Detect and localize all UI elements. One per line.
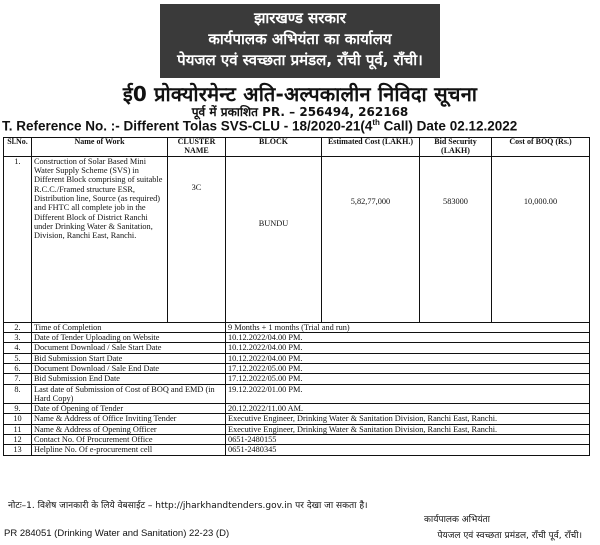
table-row <box>4 445 590 455</box>
col-bid-security: Bid Security (LAKH) <box>420 138 492 157</box>
work-block: BUNDU <box>226 156 322 322</box>
row-label: Name & Address of Office Inviting Tender <box>32 414 226 424</box>
table-row <box>4 435 590 445</box>
row-sl: 10 <box>4 414 32 424</box>
row-sl: 8. <box>4 384 32 404</box>
table-row <box>4 374 590 384</box>
website-note: नोटः–1. विशेष जानकारी के लिये वेबसाईट – http://jharkhandtenders.gov.in पर देखा जा सकता है। <box>8 501 368 511</box>
reference-prefix: T. Reference No. :- Different Tolas SVS-CLU - 18/2020-21(4 <box>2 118 373 134</box>
work-estimated-cost: 5,82,77,000 <box>322 156 420 322</box>
work-row <box>4 156 590 322</box>
table-header-row <box>4 138 590 157</box>
reference-suffix: Call) Date 02.12.2022 <box>379 118 518 134</box>
row-label: Date of Opening of Tender <box>32 404 226 414</box>
row-sl: 13 <box>4 445 32 455</box>
row-label: Name & Address of Opening Officer <box>32 424 226 434</box>
work-boq-cost: 10,000.00 <box>492 156 590 322</box>
col-block: BLOCK <box>226 138 322 157</box>
col-cluster: CLUSTER NAME <box>168 138 226 157</box>
row-sl: 12 <box>4 435 32 445</box>
row-sl: 4. <box>4 343 32 353</box>
table-row <box>4 343 590 353</box>
row-value: 17.12.2022/05.00 PM. <box>226 374 590 384</box>
col-slno: Sl.No. <box>4 138 32 157</box>
row-sl: 7. <box>4 374 32 384</box>
row-label: Bid Submission End Date <box>32 374 226 384</box>
notice-title: ई0 प्रोक्योरमेन्ट अति-अल्पकालीन निविदा सूचना <box>122 82 478 106</box>
row-value: Executive Engineer, Drinking Water & Sanitation Division, Ranchi East, Ranchi. <box>226 414 590 424</box>
published-ref: पूर्व में प्रकाशित PR. – 256494, 262168 <box>191 105 409 119</box>
row-label: Last date of Submission of Cost of BOQ and EMD (in Hard Copy) <box>32 384 226 404</box>
row-value: 17.12.2022/05.00 PM. <box>226 364 590 374</box>
row-sl: 3. <box>4 333 32 343</box>
row-value: 9 Months + 1 months (Trial and run) <box>226 322 590 332</box>
row-label: Date of Tender Uploading on Website <box>32 333 226 343</box>
table-row <box>4 333 590 343</box>
work-bid-security: 583000 <box>420 156 492 322</box>
row-label: Helpline No. Of e-procurement cell <box>32 445 226 455</box>
tender-reference <box>2 118 598 134</box>
row-value: Executive Engineer, Drinking Water & Sanitation Division, Ranchi East, Ranchi. <box>226 424 590 434</box>
row-label: Contact No. Of Procurement Office <box>32 435 226 445</box>
row-label: Document Download / Sale Start Date <box>32 343 226 353</box>
col-estimated-cost: Estimated Cost (LAKH.) <box>322 138 420 157</box>
row-sl: 2. <box>4 322 32 332</box>
row-label: Bid Submission Start Date <box>32 353 226 363</box>
table-row <box>4 364 590 374</box>
col-boq-cost: Cost of BOQ (Rs.) <box>492 138 590 157</box>
row-value: 19.12.2022/01.00 PM. <box>226 384 590 404</box>
row-value: 0651-2480345 <box>226 445 590 455</box>
table-row <box>4 353 590 363</box>
signatory-title: कार्यपालक अभियंता <box>424 515 490 525</box>
row-sl: 11 <box>4 424 32 434</box>
row-value: 20.12.2022/11.00 AM. <box>226 404 590 414</box>
work-sl: 1. <box>4 156 32 322</box>
table-row <box>4 424 590 434</box>
row-label: Document Download / Sale End Date <box>32 364 226 374</box>
row-value: 10.12.2022/04.00 PM. <box>226 343 590 353</box>
header-division: पेयजल एवं स्वच्छता प्रमंडल, राँची पूर्व, राँची। <box>177 51 423 69</box>
row-sl: 9. <box>4 404 32 414</box>
row-sl: 6. <box>4 364 32 374</box>
reference-sup: th <box>372 118 380 127</box>
row-value: 0651-2480155 <box>226 435 590 445</box>
table-row <box>4 322 590 332</box>
row-label: Time of Completion <box>32 322 226 332</box>
table-row <box>4 414 590 424</box>
row-value: 10.12.2022/04.00 PM. <box>226 353 590 363</box>
table-row <box>4 384 590 404</box>
col-work: Name of Work <box>32 138 168 157</box>
signatory-office: पेयजल एवं स्वच्छता प्रमंडल, राँची पूर्व, राँची। <box>437 531 582 541</box>
tender-table <box>3 137 590 456</box>
table-row <box>4 404 590 414</box>
work-cluster: 3C <box>168 156 226 322</box>
pr-number: PR 284051 (Drinking Water and Sanitation) 22-23 (D) <box>4 528 230 539</box>
row-sl: 5. <box>4 353 32 363</box>
header-govt: झारखण्ड सरकार <box>254 9 346 27</box>
header-office: कार्यपालक अभियंता का कार्यालय <box>208 30 392 48</box>
work-name: Construction of Solar Based Mini Water Supply Scheme (SVS) in Different Block comprising of suitable R.C.C./Framed structure ESR, Distribution line, Source (as required) and FHTC all complete job in the Different Block of District Ranchi under Drinking Water & Sanitation, Division, Ranchi East, Ranchi. <box>32 156 168 322</box>
row-value: 10.12.2022/04.00 PM. <box>226 333 590 343</box>
